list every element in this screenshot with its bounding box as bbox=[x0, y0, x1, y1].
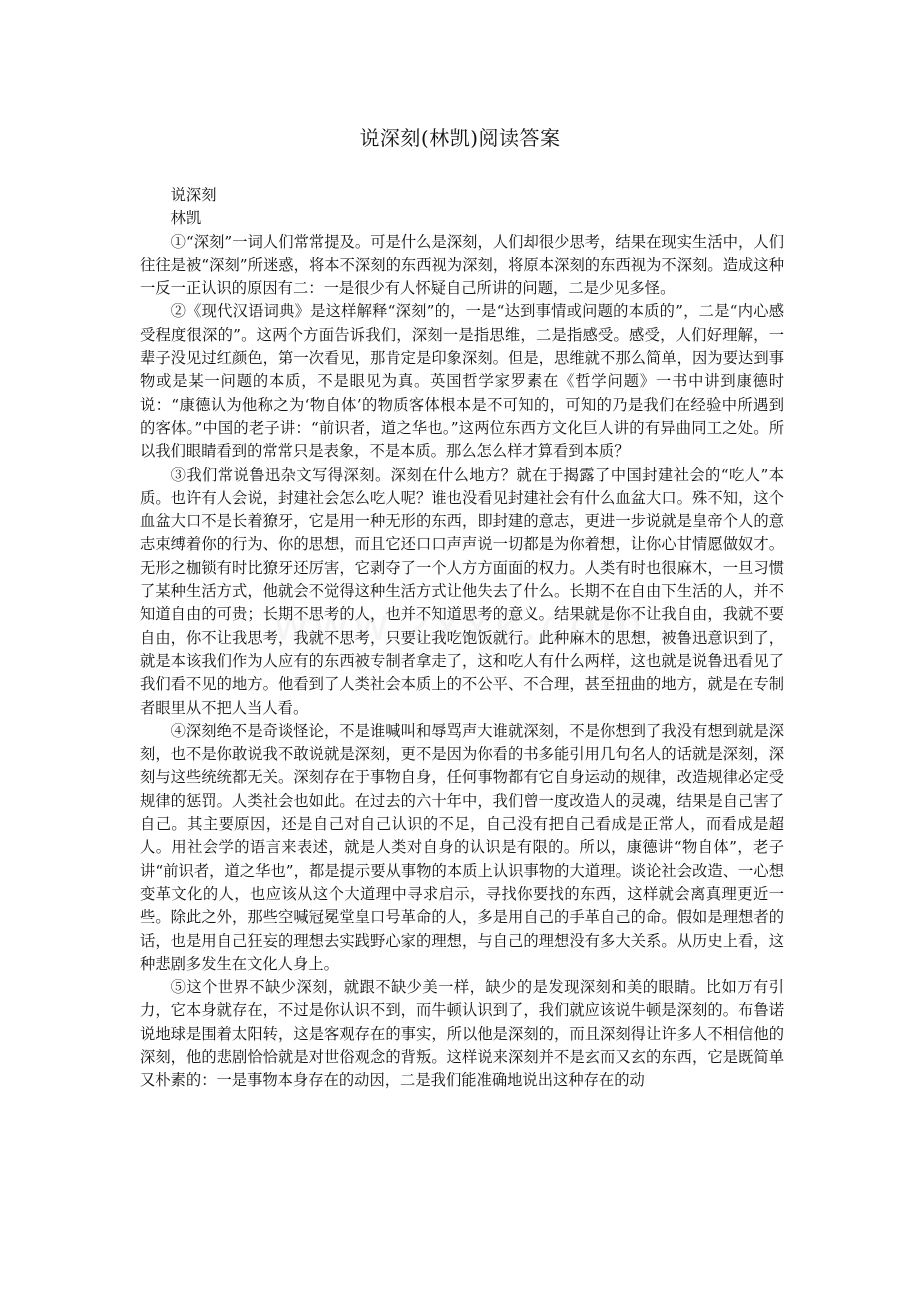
paragraph-1: ①“深刻”一词人们常常提及。可是什么是深刻，人们却很少思考，结果在现实生活中，人们往往是被“深刻”所迷惑，将本不深刻的东西视为深刻，将原本深刻的东西视为不深刻。造成这种一反一正认识的原因有二：一是很少有人怀疑自己所讲的问题，二是少见多怪。 bbox=[140, 232, 784, 298]
article-body bbox=[140, 184, 784, 1093]
paragraph-2: ②《现代汉语词典》是这样解释“深刻”的，一是“达到事情或问题的本质的”，二是“内心感受程度很深的”。这两个方面告诉我们，深刻一是指思维，二是指感受。感受，人们好理解，一辈子没见过红颜色，第一次看见，那肯定是印象深刻。但是，思维就不那么简单，因为要达到事物或是某一问题的本质，不是眼见为真。英国哲学家罗素在《哲学问题》一书中讲到康德时说：“康德认为他称之为‘物自体’的物质客体根本是不可知的，可知的乃是我们在经验中所遇到的客体。”中国的老子讲：“前识者，道之华也。”这两位东西方文化巨人讲的有异曲同工之处。所以我们眼睛看到的常常只是表象，不是本质。那么怎么样才算看到本质？ bbox=[140, 302, 784, 461]
article-author: 林凯 bbox=[170, 209, 202, 228]
article-subtitle: 说深刻 bbox=[170, 186, 217, 204]
page-title: 说深刻(林凯)阅读答案 bbox=[359, 126, 561, 150]
paragraph-3: ③我们常说鲁迅杂文写得深刻。深刻在什么地方？就在于揭露了中国封建社会的“吃人”本质。也许有人会说，封建社会怎么吃人呢？谁也没看见封建社会有什么血盆大口。殊不知，这个血盆大口不是长着獠牙，它是用一种无形的东西，即封建的意志，更进一步说就是皇帝个人的意志束缚着你的行为、你的思想，而且它还口口声声说一切都是为你着想，让你心甘情愿做奴才。无形之枷锁有时比獠牙还厉害，它剥夺了一个人方方面面的权力。人类有时也很麻木，一旦习惯了某种生活方式，他就会不觉得这种生活方式让他失去了什么。长期不在自由下生活的人，并不知道自由的可贵；长期不思考的人，也并不知道思考的意义。结果就是你不让我自由，我就不要自由，你不让我思考，我就不思考，只要让我吃饱饭就行。此种麻木的思想，被鲁迅意识到了，就是本该我们作为人应有的东西被专制者拿走了，这和吃人有什么两样，这也就是说鲁迅看见了我们看不见的地方。他看到了人类社会本质上的不公平、不合理，甚至扭曲的地方，就是在专制者眼里从不把人当人看。 bbox=[140, 465, 784, 717]
paragraph-5: ⑤这个世界不缺少深刻，就跟不缺少美一样，缺少的是发现深刻和美的眼睛。比如万有引力，它本身就存在，不过是你认识不到，而牛顿认识到了，我们就应该说牛顿是深刻的。布鲁诺说地球是围着太阳转，这是客观存在的事实，所以他是深刻的，而且深刻得让许多人不相信他的深刻，他的悲剧恰恰就是对世俗观念的背叛。这样说来深刻并不是玄而又玄的东西，它是既简单又朴素的：一是事物本身存在的动因，二是我们能准确地说出这种存在的动 bbox=[140, 978, 784, 1090]
paragraph-4: ④深刻绝不是奇谈怪论，不是谁喊叫和辱骂声大谁就深刻，不是你想到了我没有想到就是深刻，也不是你敢说我不敢说就是深刻，更不是因为你看的书多能引用几句名人的话就是深刻，深刻与这些统统都无关。深刻存在于事物自身，任何事物都有它自身运动的规律，改造规律必定受规律的惩罚。人类社会也如此。在过去的六十年中，我们曾一度改造人的灵魂，结果是自己害了自己。其主要原因，还是自己对自己认识的不足，自己没有把自己看成是正常人，而看成是超人。用社会学的语言来表述，就是人类对自身的认识是有限的。所以，康德讲“物自体”，老子讲“前识者，道之华也”，都是提示要从事物的本质上认识事物的大道理。谈论社会改造、一心想变革文化的人，也应该从这个大道理中寻求启示，寻找你要找的东西，这样就会离真理更近一些。除此之外，那些空喊冠冕堂皇口号革命的人，多是用自己的手革自己的命。假如是理想者的话，也是用自己狂妄的理想去实践野心家的理想，与自己的理想没有多大关系。从历史上看，这种悲剧多发生在文化人身上。 bbox=[140, 721, 784, 973]
